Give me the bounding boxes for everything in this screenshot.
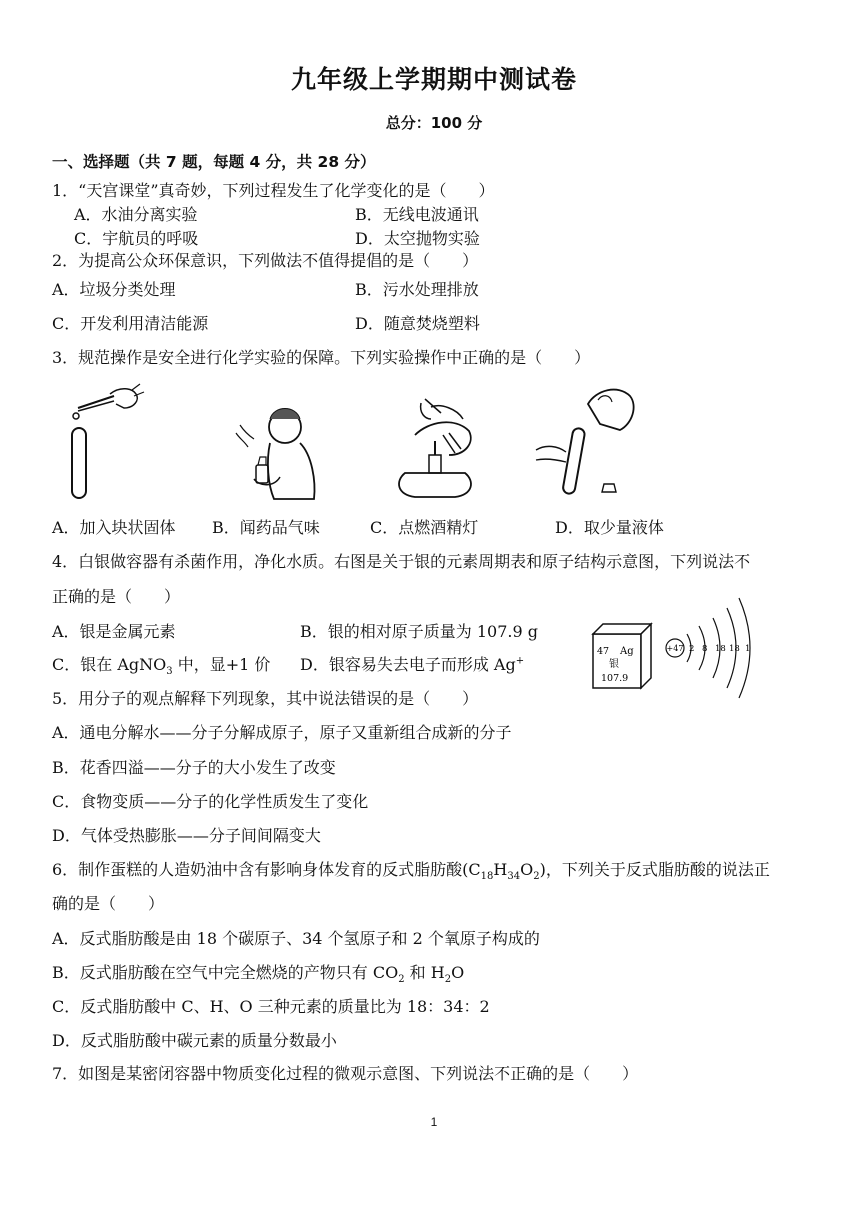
q4-option-c: C．银在 AgNO$_3$ 中，显+1 价 <box>52 655 271 678</box>
shell-3-electrons: 18 <box>715 644 726 654</box>
q3-option-b: B．闻药品气味 <box>212 518 320 537</box>
shell-1-electrons: 2 <box>689 644 695 654</box>
question-6-stem-line1: 6．制作蛋糕的人造奶油中含有影响身体发育的反式脂肪酸$(C_{18}H_{34}O_2)$，下列关于反式脂肪酸的说法正 <box>52 860 770 883</box>
page-title: 九年级上学期期中测试卷 <box>290 65 577 94</box>
question-4-stem-line1: 4．白银做容器有杀菌作用，净化水质。右图是关于银的元素周期表和原子结构示意图，下列说法不 <box>52 552 751 571</box>
q1-option-a: A．水油分离实验 <box>74 205 198 224</box>
take-liquid-figure <box>530 380 650 500</box>
question-6-stem-line2: 确的是（ ） <box>52 894 165 913</box>
q6-option-d: D．反式脂肪酸中碳元素的质量分数最小 <box>52 1031 337 1050</box>
light-alcohol-lamp-figure <box>385 395 485 503</box>
page-number: 1 <box>430 1115 438 1129</box>
total-score: 总分：100 分 <box>385 114 483 132</box>
shell-5-electrons: 1 <box>745 644 751 654</box>
q6-option-b: B．反式脂肪酸在空气中完全燃烧的产物只有 $CO_2$ 和 $H_2O$ <box>52 963 465 986</box>
q1-option-c: C．宇航员的呼吸 <box>74 229 199 248</box>
atomic-mass: 107.9 <box>601 673 629 684</box>
question-2-stem: 2．为提高公众环保意识，下列做法不值得提倡的是（ ） <box>52 251 479 270</box>
q3-option-c: C．点燃酒精灯 <box>370 518 479 537</box>
q6-option-a: A．反式脂肪酸是由 18 个碳原子、34 个氢原子和 2 个氧原子构成的 <box>52 929 540 948</box>
q2-option-b: B．污水处理排放 <box>355 280 479 299</box>
q5-option-b: B．花香四溢——分子的大小发生了改变 <box>52 758 336 777</box>
periodic-table-cell <box>593 624 651 688</box>
element-name: 银 <box>609 659 619 670</box>
nucleus-charge: +47 <box>666 644 684 653</box>
q2-option-c: C．开发利用清洁能源 <box>52 314 209 333</box>
question-4-stem-line2: 正确的是（ ） <box>52 587 181 606</box>
question-7-stem: 7．如图是某密闭容器中物质变化过程的微观示意图、下列说法不正确的是（ ） <box>52 1064 639 1083</box>
q2-option-d: D．随意焚烧塑料 <box>355 314 480 333</box>
question-3-stem: 3．规范操作是安全进行化学实验的保障。下列实验操作中正确的是（ ） <box>52 348 591 367</box>
q4-option-b: B．银的相对原子质量为 107.9 g <box>300 622 538 641</box>
q6-option-c: C．反式脂肪酸中 C、H、O 三种元素的质量比为 18：34：2 <box>52 997 490 1016</box>
q5-option-c: C．食物变质——分子的化学性质发生了变化 <box>52 792 369 811</box>
question-1-stem: 1．“天宫课堂”真奇妙，下列过程发生了化学变化的是（ ） <box>52 181 495 200</box>
q4-option-d: D．银容易失去电子而形成 Ag+ <box>300 655 525 674</box>
shell-4-electrons: 18 <box>729 644 740 654</box>
q1-option-d: D．太空抛物实验 <box>355 229 480 248</box>
shell-2-electrons: 8 <box>702 644 708 654</box>
q2-option-a: A．垃圾分类处理 <box>52 280 176 299</box>
q4-option-a: A．银是金属元素 <box>52 622 176 641</box>
atomic-number: 47 <box>597 646 610 657</box>
smell-chemical-figure <box>230 395 322 505</box>
q3-option-d: D．取少量液体 <box>555 518 664 537</box>
section-heading: 一、选择题（共 7 题，每题 4 分，共 28 分） <box>52 153 376 171</box>
silver-element-figure <box>585 590 760 700</box>
q5-option-a: A．通电分解水——分子分解成原子，原子又重新组合成新的分子 <box>52 723 512 742</box>
add-solid-figure <box>60 380 150 502</box>
element-symbol: Ag <box>620 646 634 657</box>
atomic-structure-diagram <box>666 598 750 698</box>
q5-option-d: D．气体受热膨胀——分子间间隔变大 <box>52 826 321 845</box>
question-5-stem: 5．用分子的观点解释下列现象，其中说法错误的是（ ） <box>52 689 479 708</box>
q1-option-b: B．无线电波通讯 <box>355 205 479 224</box>
q3-option-a: A．加入块状固体 <box>52 518 176 537</box>
